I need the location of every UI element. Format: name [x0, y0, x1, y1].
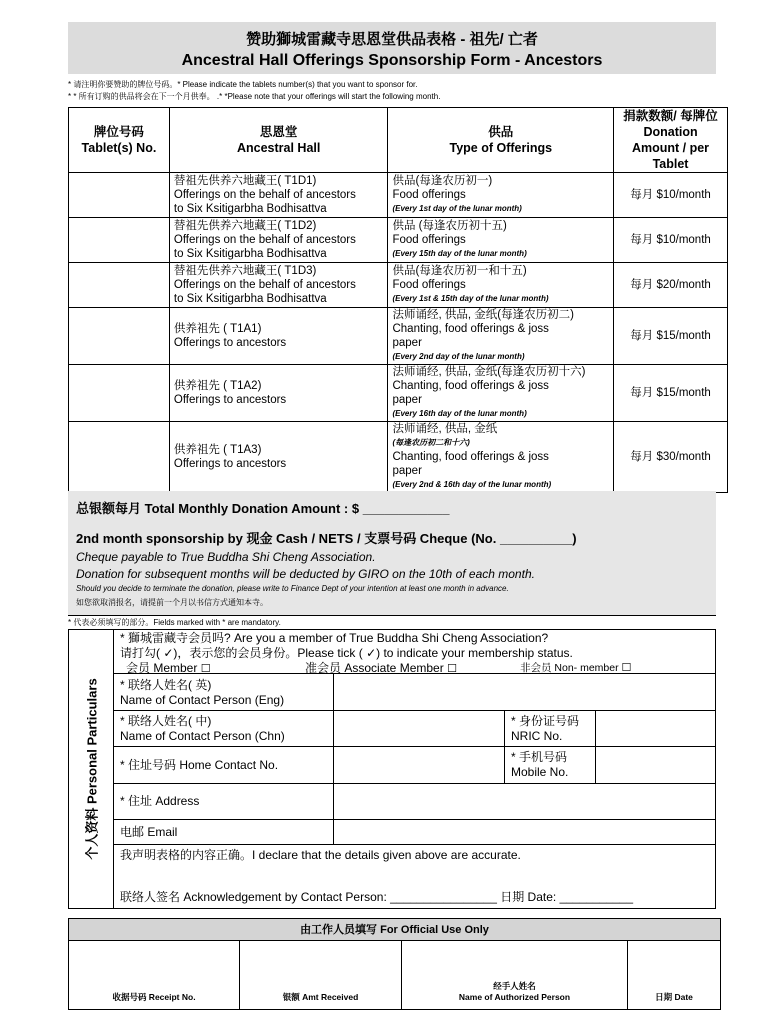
giro-note: Donation for subsequent months will be deducted by GIRO on the 10th of each month.: [76, 567, 535, 581]
hall-cell: 供养祖先 ( T1A3) Offerings to ancestors: [169, 422, 388, 493]
membership-instruction: 请打勾( ✓)，表示您的会员身份。Please tick ( ✓) to indicate your membership status.: [120, 646, 573, 660]
donation-section: [68, 491, 716, 615]
type-cell: 供品(每逢农历初一) Food offerings (Every 1st day of the lunar month): [388, 173, 614, 218]
form-title-english: Ancestral Hall Offerings Sponsorship Form - Ancestors: [181, 52, 603, 69]
authorized-person-field[interactable]: 经手人姓名 Name of Authorized Person: [402, 941, 628, 1009]
hall-cell: 替祖先供养六地藏王( T1D3) Offerings on the behalf of ancestors to Six Ksitigarbha Bodhisattva: [169, 263, 388, 308]
hall-cell: 替祖先供养六地藏王( T1D1) Offerings on the behalf of ancestors to Six Ksitigarbha Bodhisattva: [169, 173, 388, 218]
header-type: 供品 Type of Offerings: [388, 108, 614, 173]
tablet-input-cell[interactable]: [69, 365, 170, 422]
table-row: [69, 173, 728, 218]
nric-label: * 身份证号码 NRIC No.: [511, 714, 580, 743]
personal-particulars-section: [68, 629, 716, 909]
non-member-option[interactable]: 非会员 Non- member ☐: [520, 662, 632, 674]
mobile-label: * 手机号码 Mobile No.: [511, 750, 569, 779]
official-use-title: 由工作人员填写 For Official Use Only: [69, 919, 720, 941]
declaration-text: 我声明表格的内容正确。I declare that the details given above are accurate.: [120, 848, 521, 862]
home-contact-input[interactable]: [334, 747, 504, 783]
table-row: [69, 422, 728, 493]
associate-member-option[interactable]: 准会员 Associate Member ☐: [305, 661, 457, 675]
header-amount: 捐款数额/ 每牌位 Donation Amount / per Tablet: [614, 108, 728, 173]
name-chn-input[interactable]: [334, 711, 504, 746]
acknowledgement-signature-field[interactable]: 联络人签名 Acknowledgement by Contact Person: ________________ 日期 Date: ___________: [120, 890, 633, 904]
amount-received-field[interactable]: 银额 Amt Received: [240, 941, 402, 1009]
tablet-input-cell[interactable]: [69, 422, 170, 493]
name-chn-label: * 联络人姓名( 中) Name of Contact Person (Chn): [120, 714, 285, 743]
receipt-no-field[interactable]: 收据号码 Receipt No.: [69, 941, 240, 1009]
offerings-table: [68, 107, 728, 493]
member-option[interactable]: 会员 Member ☐: [126, 661, 211, 675]
checkbox-icon[interactable]: ☐: [447, 663, 457, 675]
name-chn-row: [114, 711, 715, 747]
table-row: [69, 218, 728, 263]
section-side-label: [69, 630, 114, 908]
title-banner: [68, 22, 716, 74]
amount-cell: 每月 $10/month: [614, 218, 728, 263]
hall-cell: 替祖先供养六地藏王( T1D2) Offerings on the behalf of ancestors to Six Ksitigarbha Bodhisattva: [169, 218, 388, 263]
tablet-input-cell[interactable]: [69, 308, 170, 365]
hall-cell: 供养祖先 ( T1A1) Offerings to ancestors: [169, 308, 388, 365]
amount-cell: 每月 $20/month: [614, 263, 728, 308]
email-row: [114, 820, 715, 845]
table-row: [69, 365, 728, 422]
total-donation-field[interactable]: 总银额每月 Total Monthly Donation Amount : $ ____________: [76, 501, 450, 516]
phone-row: [114, 747, 715, 784]
type-cell: 供品 (每逢农历初十五) Food offerings (Every 15th day of the lunar month): [388, 218, 614, 263]
address-label: * 住址 Address: [120, 794, 200, 808]
type-cell: 供品(每逢农历初一和十五) Food offerings (Every 1st & 15th day of the lunar month): [388, 263, 614, 308]
home-contact-label: * 住址号码 Home Contact No.: [120, 758, 279, 772]
header-hall: 思恩堂 Ancestral Hall: [169, 108, 388, 173]
table-header-row: [69, 108, 728, 173]
nric-input[interactable]: [596, 711, 715, 746]
tablet-input-cell[interactable]: [69, 218, 170, 263]
address-row: [114, 784, 715, 820]
hall-cell: 供养祖先 ( T1A2) Offerings to ancestors: [169, 365, 388, 422]
type-cell: 法师诵经, 供品, 金纸 (每逢农历初二和十六) Chanting, food offerings & joss paper (Every 2nd & 16th day of the lunar month): [388, 422, 614, 493]
amount-cell: 每月 $10/month: [614, 173, 728, 218]
type-cell: 法师诵经, 供品, 金纸(每逢农历初十六) Chanting, food offerings & joss paper (Every 16th day of the lunar month): [388, 365, 614, 422]
form-title-chinese: 赞助獅城雷藏寺思恩堂供品表格 - 祖先/ 亡者: [246, 31, 538, 48]
mandatory-note: * 代表必须填写的部分。Fields marked with * are mandatory.: [68, 618, 281, 627]
type-cell: 法师诵经, 供品, 金纸(每逢农历初二) Chanting, food offerings & joss paper (Every 2nd day of the lunar month): [388, 308, 614, 365]
second-month-payment-field[interactable]: 2nd month sponsorship by 现金 Cash / NETS / 支票号码 Cheque (No. __________): [76, 531, 577, 546]
mobile-input[interactable]: [596, 747, 715, 783]
name-eng-label: * 联络人姓名( 英) Name of Contact Person (Eng): [120, 678, 285, 707]
table-row: [69, 263, 728, 308]
terminate-note: Should you decide to terminate the donation, please write to Finance Dept of your intention at least one month in advance.: [76, 584, 509, 593]
membership-row: [114, 630, 715, 674]
declaration-row: [114, 845, 715, 908]
amount-cell: 每月 $15/month: [614, 308, 728, 365]
table-row: [69, 308, 728, 365]
name-eng-row: [114, 674, 715, 711]
amount-cell: 每月 $30/month: [614, 422, 728, 493]
note-tablet-number: * 请注明你要赞助的牌位号码。* Please indicate the tablets number(s) that you want to sponsor for.: [68, 80, 418, 89]
header-tablet: 牌位号码 Tablet(s) No.: [69, 108, 170, 173]
address-input[interactable]: [334, 784, 715, 819]
email-label: 电邮 Email: [120, 825, 178, 839]
checkbox-icon[interactable]: ☐: [621, 662, 632, 674]
official-use-section: [68, 918, 721, 1010]
tablet-input-cell[interactable]: [69, 263, 170, 308]
checkbox-icon[interactable]: ☐: [200, 663, 211, 675]
note-start-month: * * 所有订购的供品将会在下一个月供奉。 .* *Please note that your offerings will start the following month.: [68, 92, 441, 101]
tablet-input-cell[interactable]: [69, 173, 170, 218]
email-input[interactable]: [334, 820, 715, 844]
amount-cell: 每月 $15/month: [614, 365, 728, 422]
official-date-field[interactable]: 日期 Date: [655, 992, 693, 1002]
personal-particulars-label: 个人资料 Personal Particulars: [84, 678, 100, 860]
cheque-payable-note: Cheque payable to True Buddha Shi Cheng Association.: [76, 550, 376, 564]
name-eng-input[interactable]: [334, 674, 715, 710]
terminate-note-chinese: 如您欲取消报名，请提前一个月以书信方式通知本寺。: [76, 598, 268, 607]
membership-question: * 獅城雷藏寺会员吗? Are you a member of True Buddha Shi Cheng Association?: [120, 631, 549, 645]
divider: [68, 615, 716, 616]
